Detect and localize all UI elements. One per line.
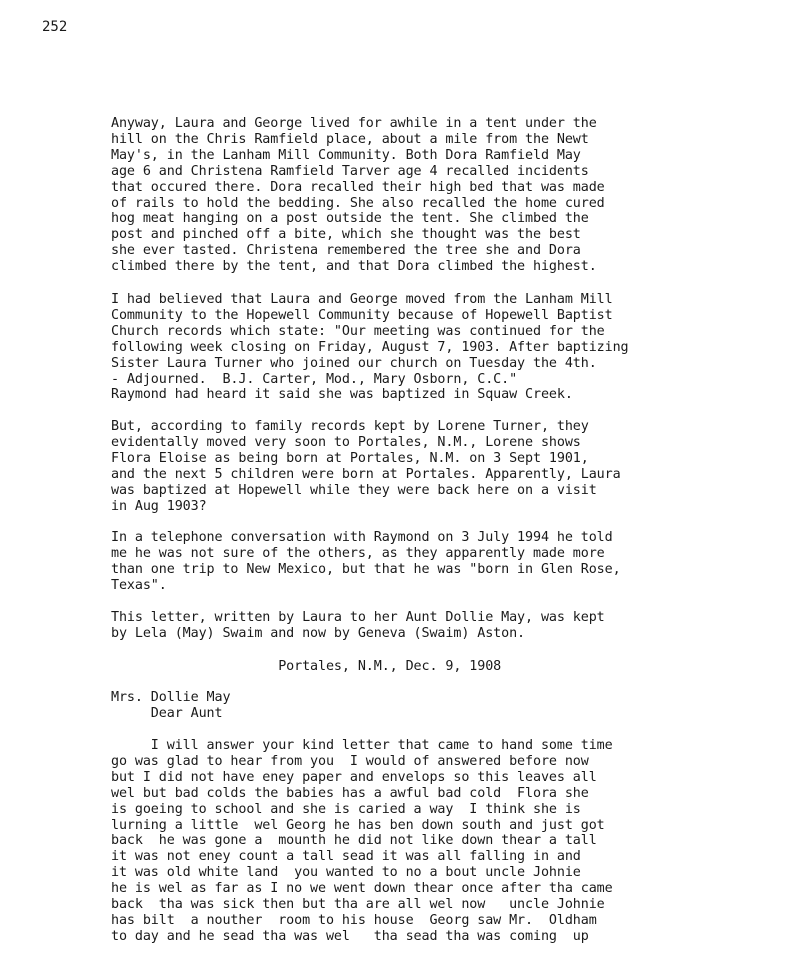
page-number: 252 (42, 19, 68, 35)
text-line: was baptized at Hopewell while they were back here on a visit (111, 482, 597, 498)
text-line: but I did not have eney paper and envelops so this leaves all (111, 769, 597, 785)
text-line: it was old white land you wanted to no a bout uncle Johnie (111, 865, 581, 881)
paragraph-letter-intro (111, 610, 605, 642)
text-line: back he was gone a mounth he did not like down thear a tall (111, 833, 597, 849)
text-line: in Aug 1903? (111, 498, 207, 514)
text-line: than one trip to New Mexico, but that he was "born in Glen Rose, (111, 561, 621, 577)
text-line: post and pinched off a bite, which she thought was the best (111, 227, 581, 243)
text-line: But, according to family records kept by Lorene Turner, they (111, 419, 589, 434)
text-line: go was glad to hear from you I would of answered before now (111, 753, 589, 769)
text-line: climbed there by the tent, and that Dora climbed the highest. (111, 259, 597, 275)
text-line: Dear Aunt (111, 705, 223, 721)
text-line: Flora Eloise as being born at Portales, N.M. on 3 Sept 1901, (111, 450, 589, 466)
text-line: back tha was sick then but tha are all wel now uncle Johnie (111, 897, 605, 913)
text-line: Church records which state: "Our meeting was continued for the (111, 323, 605, 339)
text-line: I will answer your kind letter that came to hand some time (111, 738, 613, 753)
text-line: In a telephone conversation with Raymond on 3 July 1994 he told (111, 530, 613, 545)
text-line: - Adjourned. B.J. Carter, Mod., Mary Osborn, C.C." (111, 371, 518, 387)
text-line: Mrs. Dollie May (111, 690, 231, 705)
text-line: Raymond had heard it said she was baptized in Squaw Creek. (111, 387, 573, 403)
text-line: I had believed that Laura and George moved from the Lanham Mill (111, 292, 613, 307)
text-line: May's, in the Lanham Mill Community. Both Dora Ramfield May (111, 147, 581, 163)
text-line: is goeing to school and she is caried a way I think she is (111, 801, 581, 817)
text-line: that occured there. Dora recalled their high bed that was made (111, 179, 605, 195)
text-line: it was not eney count a tall sead it was all falling in and (111, 849, 581, 865)
text-line: evidentally moved very soon to Portales, N.M., Lorene shows (111, 434, 581, 450)
text-line: following week closing on Friday, August 7, 1903. After baptizing (111, 339, 629, 355)
text-line: he is wel as far as I no we went down thear once after tha came (111, 881, 613, 897)
text-line: by Lela (May) Swaim and now by Geneva (Swaim) Aston. (111, 625, 526, 641)
paragraph-hopewell-records (111, 292, 629, 403)
text-line: This letter, written by Laura to her Aunt Dollie May, was kept (111, 610, 605, 625)
text-line: she ever tasted. Christena remembered the tree she and Dora (111, 243, 581, 259)
paragraph-portales-records (111, 419, 621, 514)
text-line: Anyway, Laura and George lived for awhile in a tent under the (111, 116, 597, 131)
text-line: me he was not sure of the others, as they apparently made more (111, 545, 605, 561)
letter-body (111, 738, 613, 945)
text-line: Sister Laura Turner who joined our church on Tuesday the 4th. (111, 355, 597, 371)
text-line: Texas". (111, 577, 167, 593)
paragraph-tent-memories (111, 116, 605, 275)
text-line: Portales, N.M., Dec. 9, 1908 (111, 659, 502, 674)
text-line: hill on the Chris Ramfield place, about a mile from the Newt (111, 131, 589, 147)
paragraph-telephone-conversation (111, 530, 621, 594)
text-line: Community to the Hopewell Community because of Hopewell Baptist (111, 307, 613, 323)
text-line: has bilt a nouther room to his house Georg saw Mr. Oldham (111, 912, 597, 928)
text-line: to day and he sead tha was wel tha sead tha was coming up (111, 928, 589, 944)
letter-dateline (111, 659, 501, 675)
text-line: lurning a little wel Georg he has ben down south and just got (111, 817, 605, 833)
text-line: and the next 5 children were born at Portales. Apparently, Laura (111, 466, 621, 482)
text-line: hog meat hanging on a post outside the tent. She climbed the (111, 211, 589, 227)
letter-salutation (111, 690, 230, 722)
text-line: age 6 and Christena Ramfield Tarver age 4 recalled incidents (111, 163, 589, 179)
text-line: of rails to hold the bedding. She also recalled the home cured (111, 195, 605, 211)
text-line: wel but bad colds the babies has a awful bad cold Flora she (111, 785, 589, 801)
